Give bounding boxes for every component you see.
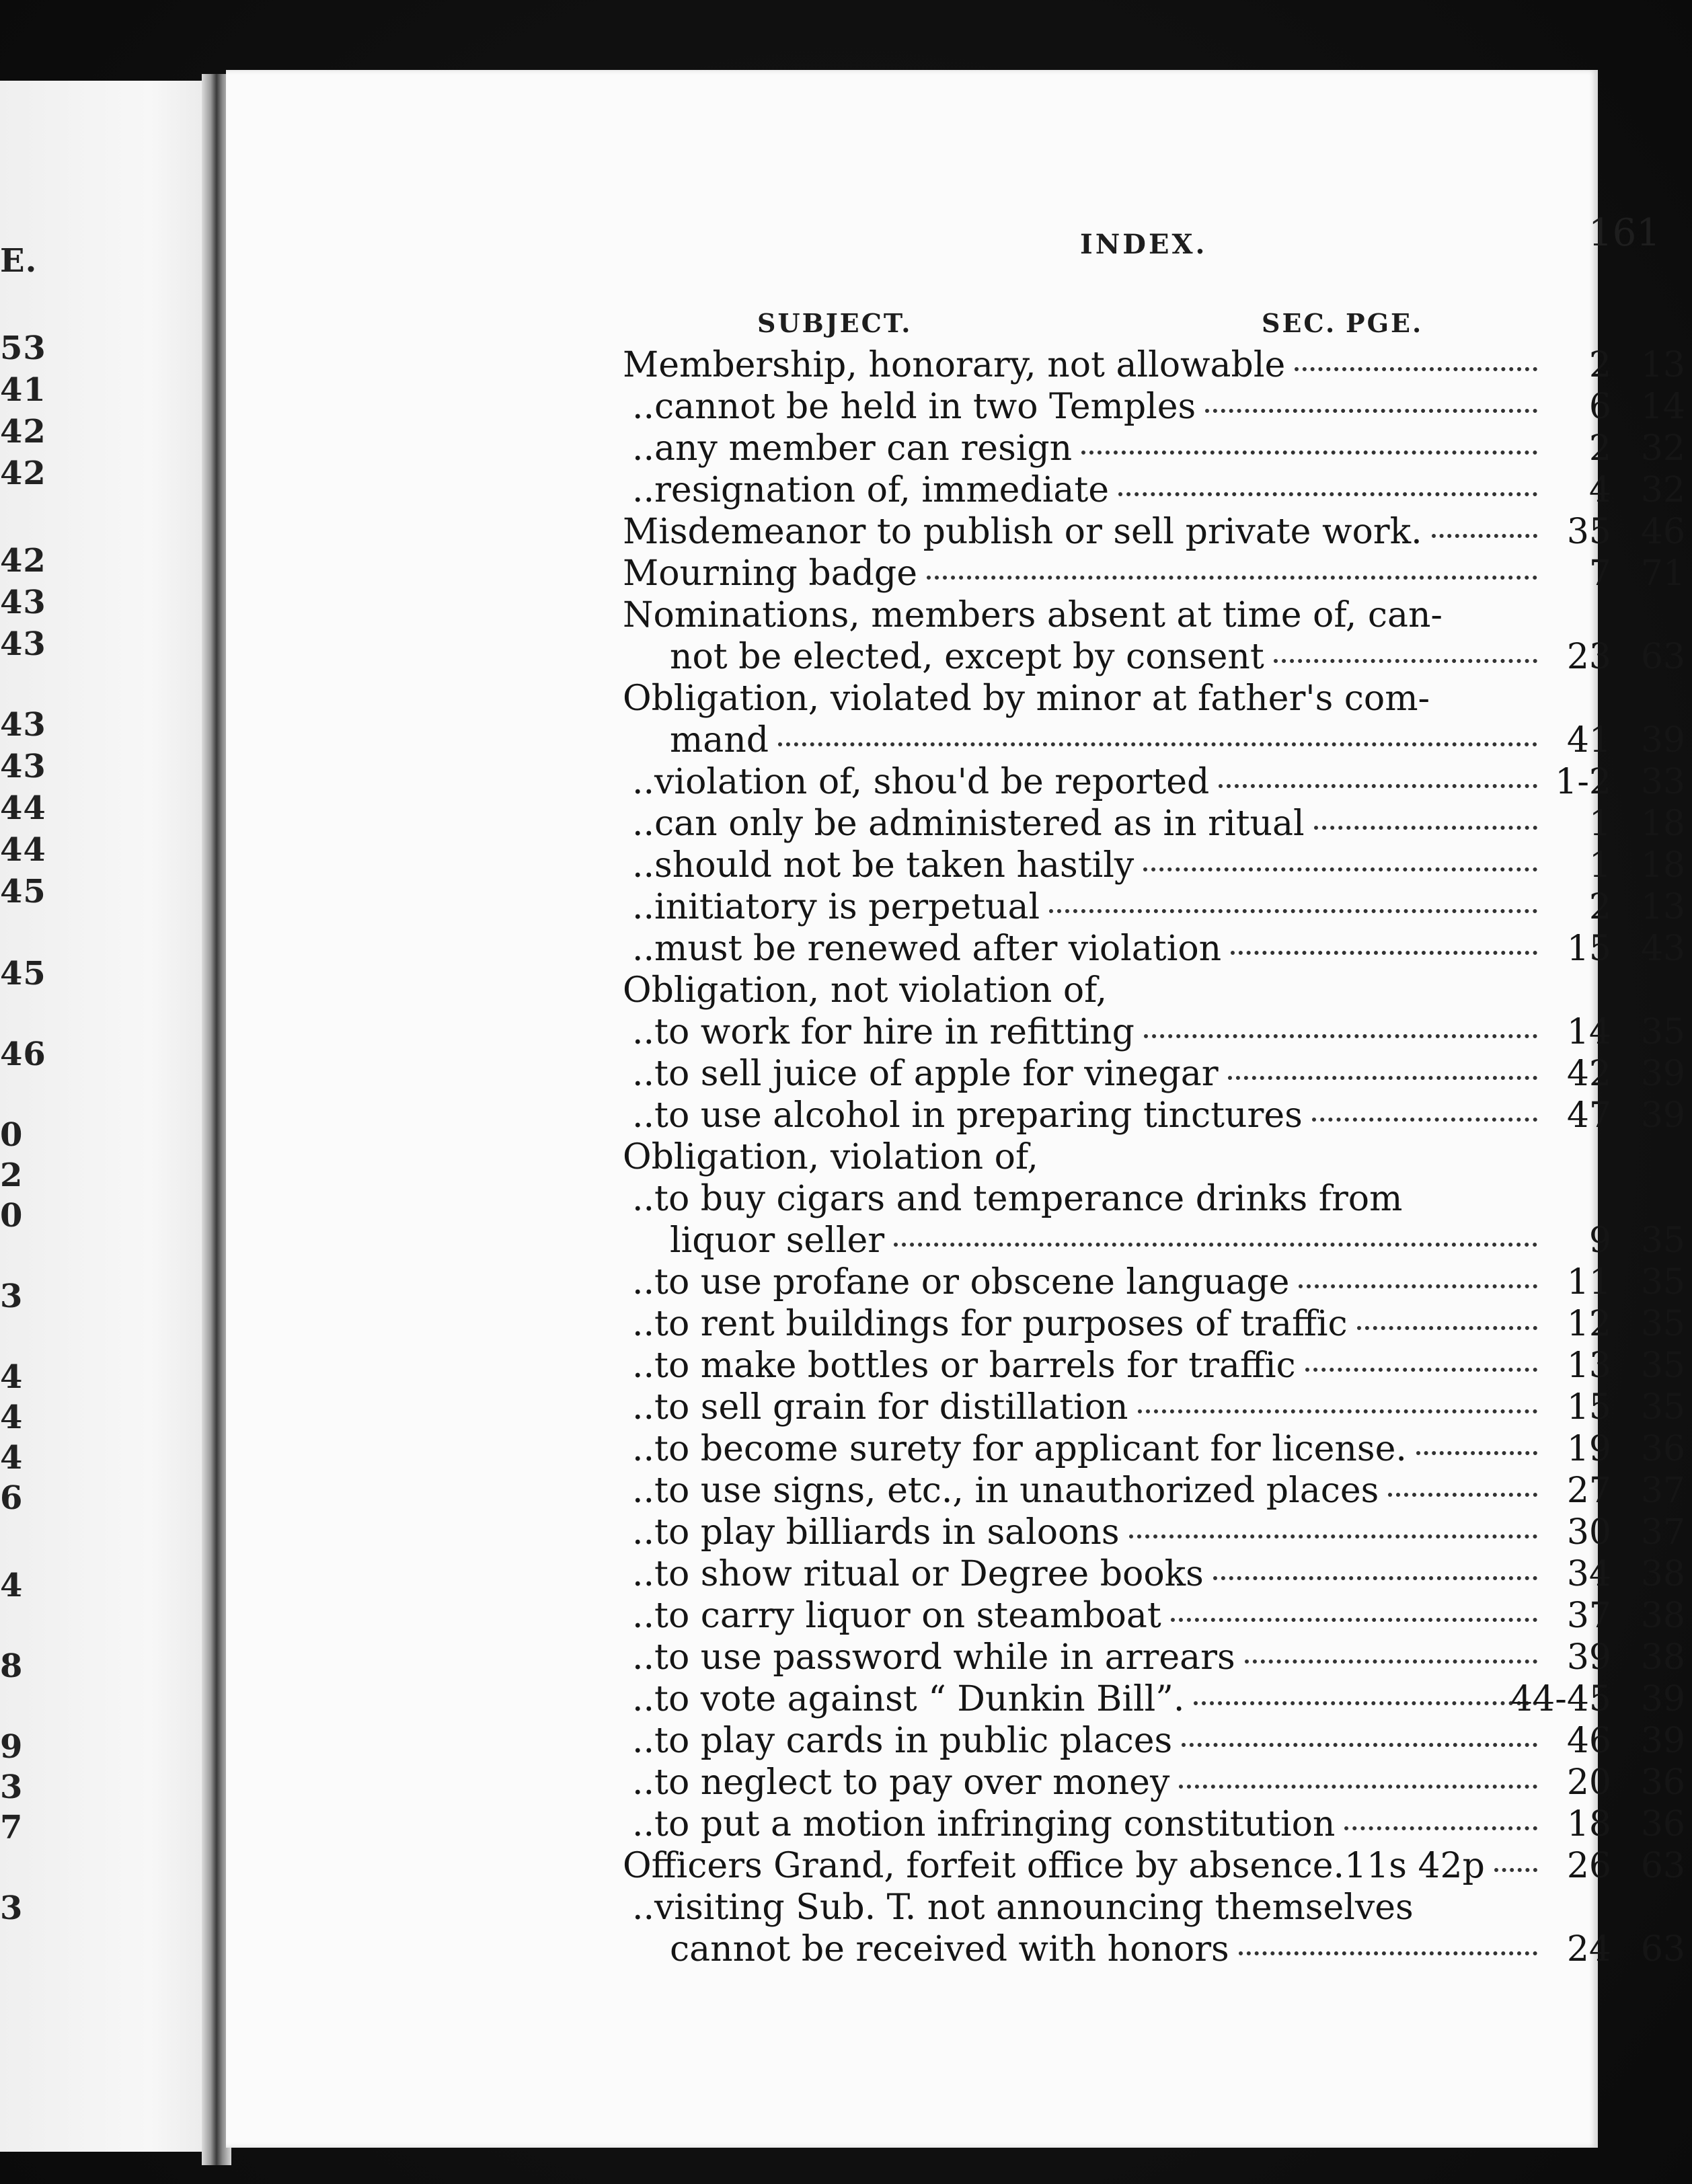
- index-entry: [623, 1261, 1685, 1303]
- entry-subject: ..visiting Sub. T. not announcing themselves: [632, 1887, 1414, 1928]
- facing-page-number-fragment: E.: [0, 242, 38, 280]
- sec-column-heading: SEC.: [1262, 308, 1337, 338]
- pge-column-heading: PGE.: [1346, 308, 1424, 338]
- entry-subject: ..to put a motion infringing constitution: [632, 1804, 1336, 1844]
- index-entry: [623, 1887, 1685, 1928]
- facing-page-number-fragment: 42: [0, 413, 46, 451]
- entry-section: 30: [1566, 1512, 1611, 1553]
- index-entry: [623, 761, 1685, 803]
- index-entry: [623, 553, 1685, 594]
- index-entry: [623, 1220, 1685, 1261]
- facing-page-number-fragment: 2: [0, 1157, 24, 1194]
- entry-section: 18: [1566, 1804, 1611, 1844]
- index-entry: [623, 1762, 1685, 1803]
- entry-subject: ..to work for hire in refitting: [632, 1012, 1135, 1052]
- entry-subject: mand: [670, 720, 769, 760]
- entry-subject: ..to use alcohol in preparing tinctures: [632, 1095, 1303, 1136]
- entry-page: 39: [1640, 1721, 1685, 1761]
- entry-page: 38: [1640, 1637, 1685, 1678]
- entry-section: 20: [1566, 1762, 1611, 1803]
- index-entry: [623, 1387, 1685, 1428]
- dot-leader: [1129, 1534, 1537, 1538]
- entry-subject: Obligation, not violation of,: [623, 970, 1108, 1011]
- entry-subject: Officers Grand, forfeit office by absence.11s 42p: [623, 1846, 1485, 1886]
- dot-leader: [1081, 451, 1537, 455]
- facing-page-number-fragment: 43: [0, 706, 46, 744]
- entry-subject: ..to show ritual or Degree books: [632, 1554, 1204, 1594]
- index-entry: [623, 1720, 1685, 1762]
- entry-section: 41: [1566, 720, 1611, 760]
- facing-page-number-fragment: 4: [0, 1567, 24, 1604]
- entry-section: 37: [1566, 1596, 1611, 1636]
- entry-section: 12: [1566, 1304, 1611, 1344]
- entry-subject: ..to carry liquor on steamboat: [632, 1596, 1161, 1636]
- index-entry: [623, 511, 1685, 553]
- dot-leader: [1171, 1618, 1537, 1622]
- index-entry: [623, 1470, 1685, 1512]
- dot-leader: [1245, 1660, 1537, 1664]
- facing-page-number-fragment: 43: [0, 584, 46, 621]
- entry-section: 26: [1566, 1846, 1611, 1886]
- index-entry: [623, 928, 1685, 970]
- dot-leader: [1239, 1951, 1537, 1955]
- facing-page-number-fragment: 0: [0, 1197, 24, 1235]
- entry-section: 34: [1566, 1554, 1611, 1594]
- entry-page: 39: [1640, 1679, 1685, 1719]
- entry-page: 33: [1640, 762, 1685, 802]
- dot-leader: [1205, 409, 1537, 413]
- dot-leader: [894, 1243, 1537, 1247]
- entry-subject: ..to play billiards in saloons: [632, 1512, 1120, 1553]
- entry-section: 1: [1588, 804, 1611, 844]
- entry-page: 63: [1640, 637, 1685, 677]
- index-page: [226, 70, 1685, 2148]
- index-entry: [623, 1845, 1685, 1887]
- entry-section: 23: [1566, 637, 1611, 677]
- index-entry: [623, 886, 1685, 928]
- index-entry: [623, 1095, 1685, 1136]
- entry-subject: Misdemeanor to publish or sell private work.: [623, 512, 1422, 552]
- index-entry: [623, 594, 1685, 636]
- entry-page: 43: [1640, 929, 1685, 969]
- index-entry: [623, 1303, 1685, 1345]
- facing-page-number-fragment: 41: [0, 371, 46, 409]
- entry-section: 7: [1588, 553, 1611, 594]
- dot-leader: [1194, 1701, 1537, 1705]
- entry-subject: ..to use password while in arrears: [632, 1637, 1235, 1678]
- entry-subject: not be elected, except by consent: [670, 637, 1264, 677]
- entry-section: 9: [1588, 1220, 1611, 1261]
- index-entry: [623, 1178, 1685, 1220]
- entry-section: 24: [1566, 1929, 1611, 1970]
- dot-leader: [1213, 1576, 1537, 1580]
- entry-page: 35: [1640, 1387, 1685, 1428]
- facing-page-number-fragment: 3: [0, 1768, 24, 1806]
- facing-page-number-fragment: 7: [0, 1809, 24, 1846]
- entry-subject: ..can only be administered as in ritual: [632, 804, 1305, 844]
- entry-subject: Mourning badge: [623, 553, 917, 594]
- entry-page: 46: [1640, 512, 1685, 552]
- entry-subject: ..to use signs, etc., in unauthorized places: [632, 1471, 1379, 1511]
- entry-section: 1-2: [1555, 762, 1611, 802]
- entry-subject: ..to vote against “ Dunkin Bill”.: [632, 1679, 1185, 1719]
- facing-page-number-fragment: 43: [0, 625, 46, 663]
- facing-page-number-fragment: 45: [0, 873, 46, 910]
- dot-leader: [1231, 951, 1537, 955]
- entry-page: 35: [1640, 1262, 1685, 1302]
- dot-leader: [1179, 1785, 1537, 1789]
- entry-section: 4: [1588, 470, 1611, 510]
- index-entry: [623, 386, 1685, 428]
- entry-subject: Obligation, violated by minor at father's com-: [623, 678, 1430, 719]
- index-entry: [623, 1637, 1685, 1678]
- entry-page: 39: [1640, 1095, 1685, 1136]
- index-entry: [623, 469, 1685, 511]
- entry-subject: ..to use profane or obscene language: [632, 1262, 1290, 1302]
- entry-page: 13: [1640, 345, 1685, 385]
- index-entry: [623, 1428, 1685, 1470]
- index-entry: [623, 1553, 1685, 1595]
- entry-section: 44-45: [1510, 1679, 1611, 1719]
- entry-section: 11: [1566, 1262, 1611, 1302]
- index-entry: [623, 1053, 1685, 1095]
- entry-page: 38: [1640, 1554, 1685, 1594]
- index-entry: [623, 678, 1685, 719]
- entry-page: 35: [1640, 1012, 1685, 1052]
- entry-subject: ..to sell juice of apple for vinegar: [632, 1054, 1219, 1094]
- facing-page-number-fragment: 8: [0, 1647, 24, 1685]
- dot-leader: [1228, 1076, 1537, 1080]
- facing-page-number-fragment: 4: [0, 1399, 24, 1436]
- subject-column-heading: SUBJECT.: [757, 308, 913, 338]
- entry-page: 39: [1640, 1054, 1685, 1094]
- index-entry: [623, 1928, 1685, 1970]
- dot-leader: [1144, 1034, 1537, 1038]
- facing-page-number-fragment: 43: [0, 748, 46, 785]
- entry-section: 42: [1566, 1054, 1611, 1094]
- entry-subject: cannot be received with honors: [670, 1929, 1229, 1970]
- facing-page-number-fragment: 3: [0, 1278, 24, 1315]
- entry-subject: Obligation, violation of,: [623, 1137, 1038, 1177]
- dot-leader: [1118, 492, 1537, 496]
- entry-page: 36: [1640, 1429, 1685, 1469]
- entry-subject: ..must be renewed after violation: [632, 929, 1222, 969]
- entry-page: 63: [1640, 1846, 1685, 1886]
- index-list: [623, 344, 1685, 1970]
- entry-section: 35: [1566, 512, 1611, 552]
- dot-leader: [1138, 1409, 1537, 1413]
- entry-section: 2: [1588, 345, 1611, 385]
- index-entry: [623, 1803, 1685, 1845]
- index-entry: [623, 1011, 1685, 1053]
- entry-section: 46: [1566, 1721, 1611, 1761]
- facing-page-number-fragment: 46: [0, 1036, 46, 1073]
- entry-page: 37: [1640, 1512, 1685, 1553]
- dot-leader: [1182, 1743, 1537, 1747]
- entry-page: 35: [1640, 1346, 1685, 1386]
- facing-page-edge: [0, 81, 215, 2152]
- entry-subject: ..violation of, shou'd be reported: [632, 762, 1210, 802]
- entry-subject: ..to buy cigars and temperance drinks from: [632, 1179, 1403, 1219]
- entry-page: 38: [1640, 1596, 1685, 1636]
- facing-page-number-fragment: 42: [0, 455, 46, 492]
- entry-section: 2: [1588, 887, 1611, 927]
- index-entry: [623, 428, 1685, 469]
- entry-subject: Membership, honorary, not allowable: [623, 345, 1286, 385]
- entry-page: 13: [1640, 887, 1685, 927]
- dot-leader: [1143, 867, 1537, 871]
- entry-subject: ..initiatory is perpetual: [632, 887, 1040, 927]
- entry-subject: ..cannot be held in two Temples: [632, 387, 1196, 427]
- entry-section: 27: [1566, 1471, 1611, 1511]
- entry-subject: ..to make bottles or barrels for traffic: [632, 1346, 1296, 1386]
- index-entry: [623, 1595, 1685, 1637]
- index-entry: [623, 970, 1685, 1011]
- facing-page-number-fragment: 53: [0, 329, 46, 367]
- entry-subject: ..to play cards in public places: [632, 1721, 1173, 1761]
- index-entry: [623, 845, 1685, 886]
- facing-page-number-fragment: 44: [0, 789, 46, 827]
- facing-page-number-fragment: 0: [0, 1116, 24, 1154]
- entry-section: 47: [1566, 1095, 1611, 1136]
- entry-subject: ..to sell grain for distillation: [632, 1387, 1128, 1428]
- entry-section: 1: [1588, 845, 1611, 886]
- facing-page-number-fragment: 42: [0, 542, 46, 580]
- entry-page: 18: [1640, 804, 1685, 844]
- entry-page: 39: [1640, 720, 1685, 760]
- index-entry: [623, 803, 1685, 845]
- index-entry: [623, 1345, 1685, 1387]
- entry-page: 35: [1640, 1220, 1685, 1261]
- entry-section: 15: [1566, 929, 1611, 969]
- index-entry: [623, 344, 1685, 386]
- entry-subject: ..to become surety for applicant for license.: [632, 1429, 1407, 1469]
- entry-page: 71: [1640, 553, 1685, 594]
- entry-section: 14: [1566, 1012, 1611, 1052]
- dot-leader: [778, 742, 1537, 746]
- entry-page: 37: [1640, 1471, 1685, 1511]
- page-number: 161: [1588, 211, 1660, 255]
- facing-page-number-fragment: 4: [0, 1358, 24, 1396]
- entry-subject: Nominations, members absent at time of, can-: [623, 595, 1443, 635]
- entry-subject: liquor seller: [670, 1220, 885, 1261]
- entry-page: 18: [1640, 845, 1685, 886]
- entry-section: 13: [1566, 1346, 1611, 1386]
- entry-page: 14: [1640, 387, 1685, 427]
- entry-subject: ..resignation of, immediate: [632, 470, 1110, 510]
- entry-page: 63: [1640, 1929, 1685, 1970]
- entry-subject: ..to neglect to pay over money: [632, 1762, 1170, 1803]
- entry-subject: ..to rent buildings for purposes of traffic: [632, 1304, 1348, 1344]
- entry-subject: ..any member can resign: [632, 428, 1073, 469]
- dot-leader: [927, 576, 1537, 580]
- entry-section: 6: [1588, 387, 1611, 427]
- facing-page-number-fragment: 6: [0, 1479, 24, 1517]
- entry-page: 32: [1640, 470, 1685, 510]
- facing-page-number-fragment: 9: [0, 1728, 24, 1766]
- entry-page: 32: [1640, 428, 1685, 469]
- index-entry: [623, 1512, 1685, 1553]
- running-title: INDEX.: [1080, 229, 1208, 260]
- entry-page: 36: [1640, 1762, 1685, 1803]
- entry-section: 2: [1588, 428, 1611, 469]
- facing-page-number-fragment: 4: [0, 1439, 24, 1477]
- index-entry: [623, 1678, 1685, 1720]
- entry-subject: ..should not be taken hastily: [632, 845, 1135, 886]
- index-entry: [623, 719, 1685, 761]
- facing-page-number-fragment: 3: [0, 1889, 24, 1927]
- entry-section: 19: [1566, 1429, 1611, 1469]
- index-entry: [623, 636, 1685, 678]
- facing-page-number-fragment: 44: [0, 831, 46, 869]
- entry-page: 36: [1640, 1804, 1685, 1844]
- entry-section: 39: [1566, 1637, 1611, 1678]
- dot-leader: [1219, 784, 1537, 788]
- index-entry: [623, 1136, 1685, 1178]
- dot-leader: [1049, 909, 1537, 913]
- entry-page: 35: [1640, 1304, 1685, 1344]
- entry-section: 15: [1566, 1387, 1611, 1428]
- facing-page-number-fragment: 45: [0, 955, 46, 992]
